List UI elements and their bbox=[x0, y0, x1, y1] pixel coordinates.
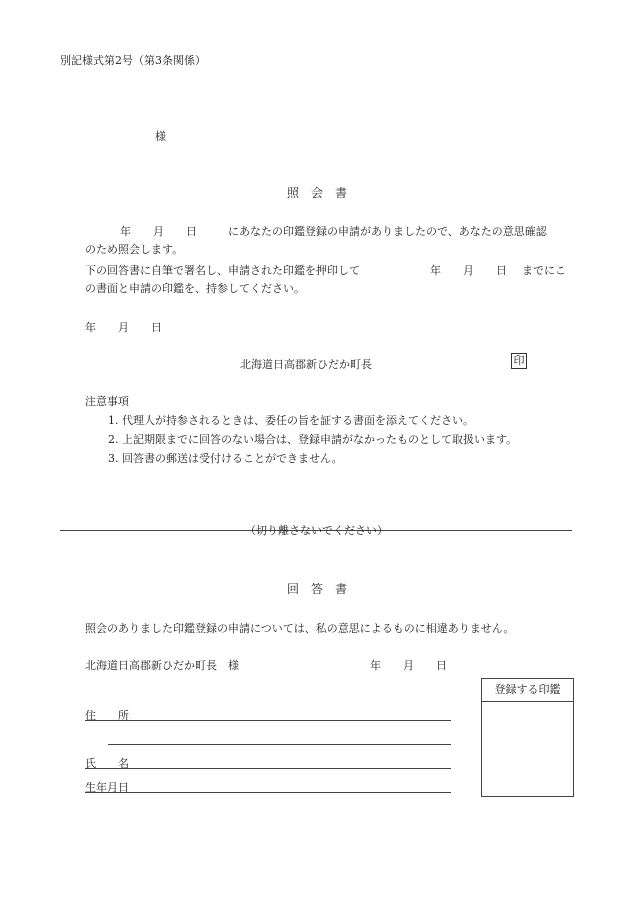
reply-date: 年 月 日 bbox=[370, 659, 447, 672]
reply-title: 回 答 書 bbox=[287, 582, 348, 596]
inquiry-text-2: のため照会します。 bbox=[85, 243, 184, 256]
inquiry-text-4: までにこ bbox=[522, 264, 566, 277]
name-line[interactable] bbox=[85, 768, 451, 769]
note-item: 2. 上記期限までに回答のない場合は、登録申請がなかったものとして取扱います。 bbox=[108, 433, 518, 446]
form-number: 別記様式第2号（第3条関係） bbox=[60, 54, 206, 67]
note-item: 1. 代理人が持参されるときは、委任の旨を証する書面を添えてください。 bbox=[108, 414, 474, 427]
inquiry-text-3: 下の回答書に自筆で署名し、申請された印鑑を押印して bbox=[85, 264, 360, 277]
address-line-1[interactable] bbox=[85, 720, 451, 721]
notes-heading: 注意事項 bbox=[85, 395, 129, 408]
seal-mark: 印 bbox=[511, 353, 527, 369]
note-item: 3. 回答書の郵送は受付けることができません。 bbox=[108, 452, 343, 465]
issuer-name: 北海道日高郡新ひだか町長 bbox=[240, 358, 372, 371]
name-label: 氏 名 bbox=[85, 757, 129, 770]
inquiry-date-1: 年 月 日 bbox=[120, 225, 197, 238]
inquiry-deadline-date: 年 月 日 bbox=[430, 264, 507, 277]
birth-line[interactable] bbox=[85, 792, 451, 793]
reply-statement: 照会のありました印鑑登録の申請については、私の意思によるものに相違ありません。 bbox=[85, 622, 515, 635]
inquiry-text-5: の書面と申請の印鑑を、持参してください。 bbox=[85, 282, 305, 295]
cut-line-text: （切り離さないでください） bbox=[245, 524, 388, 537]
addressee-suffix: 様 bbox=[155, 130, 166, 143]
address-line-2[interactable] bbox=[108, 744, 451, 745]
reply-addressee: 北海道日高郡新ひだか町長 様 bbox=[85, 659, 239, 672]
birth-label: 生年月日 bbox=[85, 781, 129, 794]
issue-date: 年 月 日 bbox=[85, 321, 162, 334]
inquiry-text-1: にあなたの印鑑登録の申請がありましたので、あなたの意思確認 bbox=[228, 225, 547, 238]
inquiry-title: 照 会 書 bbox=[287, 186, 348, 200]
registered-seal-box[interactable] bbox=[481, 678, 574, 797]
address-label: 住 所 bbox=[85, 709, 129, 722]
registered-seal-label: 登録する印鑑 bbox=[482, 679, 573, 702]
